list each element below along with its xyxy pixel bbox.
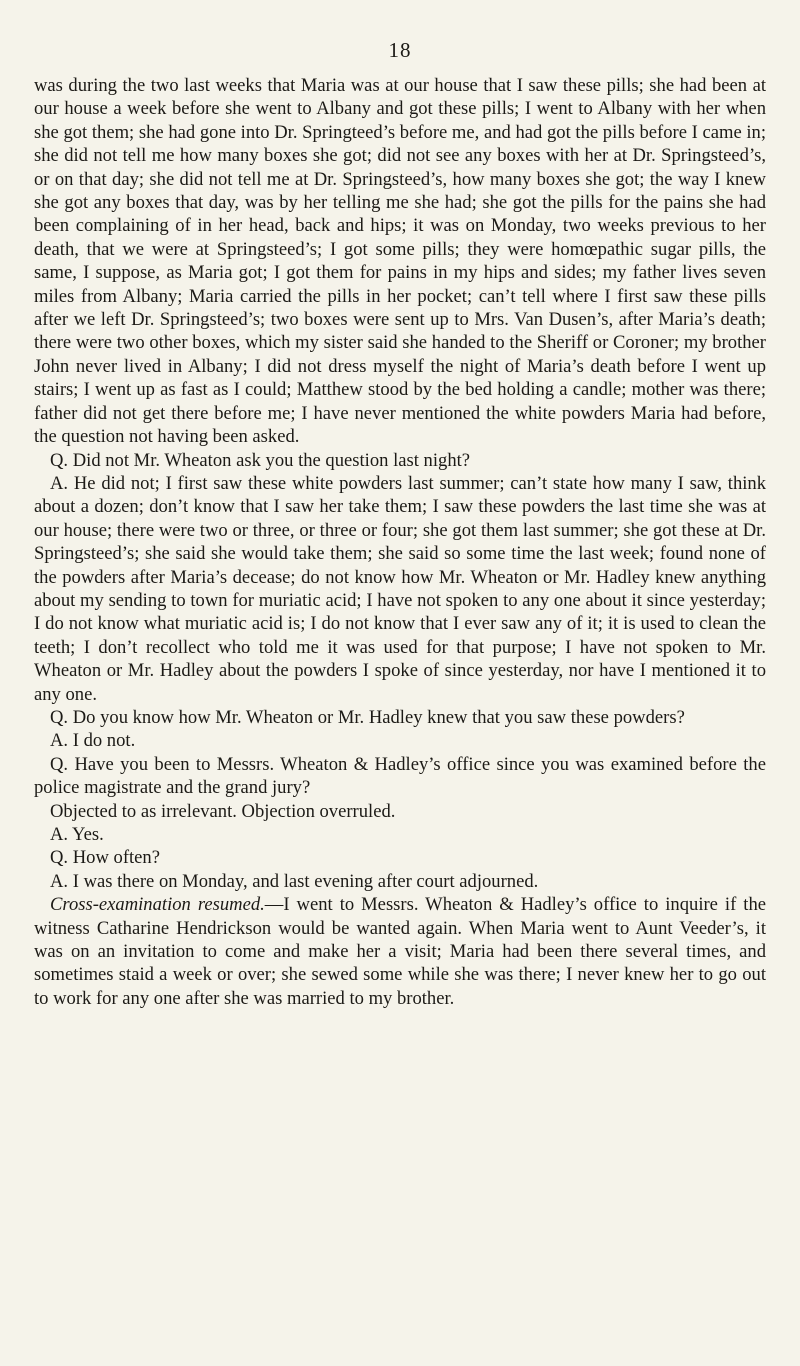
testimony-text <box>34 74 766 1010</box>
answer: A. Yes. <box>50 824 104 845</box>
answer: A. I was there on Monday, and last evening after court adjourned. <box>50 870 539 892</box>
objection-note: Objected to as irrelevant. Objection overruled. <box>50 800 396 822</box>
testimony-paragraph: was during the two last weeks that Maria was at our house that I saw these pills; she had been at our house a week before she went to Albany and got these pills; I went to Albany with her when she got them; she had gone into Dr. Springteed’s before me, and had got the pills before I came in; she did not tell me how many boxes she got; did not see any boxes with her at Dr. Springsteed’s, or on that day; she did not tell me at Dr. Springsteed’s, how many boxes she got; the way I knew she got any boxes that day, was by her telling me she had; she got the pills for the pains she had been complaining of in her head, back and hips; it was on Monday, two weeks previous to her death, that we were at Springsteed’s; I got some pills; they were homœpathic sugar pills, the same, I suppose, as Maria got; I got them for pains in my hips and sides; my father lives seven miles from Albany; Maria carried the pills in her pocket; can’t tell where I first saw these pills after we left Dr. Springsteed’s; two boxes were sent up to Mrs. Van Dusen’s, after Maria’s death; there were two other boxes, which my sister said she handed to the Sheriff or Coroner; my brother John never lived in Albany; I did not dress myself the night of Maria’s death before I went up stairs; I went up as fast as I could; Matthew stood by the bed holding a candle; mother was there; father did not get there before me; I have never mentioned the white powders Maria had before, the question not having been asked. <box>34 75 766 448</box>
question: Q. Did not Mr. Wheaton ask you the question last night? <box>50 449 471 471</box>
cross-examination-text: —I went to Messrs. Wheaton & Hadley’s office to inquire if the witness Catharine Hendrickson would be wanted again. When Maria went to Aunt Veeder’s, it was on an invitation to come and make her a visit; Maria had been there several times, and sometimes staid a week or over; she sewed some while she was there; I never knew her to go out to work for any one after she was married to my brother. <box>34 894 766 1009</box>
question: Q. Do you know how Mr. Wheaton or Mr. Hadley knew that you saw these powders? <box>50 706 685 728</box>
page-number: 18 <box>388 38 412 62</box>
question: Q. Have you been to Messrs. Wheaton & Hadley’s office since you was examined before the police magistrate and the grand jury? <box>34 753 766 799</box>
cross-examination-paragraph <box>34 893 766 1010</box>
question: Q. How often? <box>50 847 160 869</box>
answer: A. I do not. <box>50 730 136 752</box>
answer: A. He did not; I first saw these white powders last summer; can’t state how many I saw, think about a dozen; don’t know that I saw her take them; I saw these powders the last time she was at our house; there were two or three, or three or four; she got them last summer; she got these at Dr. Springsteed’s; she said she would take them; she said so some time the last week; found none of the powders after Maria’s decease; do not know how Mr. Wheaton or Mr. Hadley knew anything about my sending to town for muriatic acid; I have not spoken to any one about it since yesterday; I do not know what muriatic acid is; I do not know that I ever saw any of it; it is used to clean the teeth; I don’t recollect who told me it was used for that purpose; I have not spoken to Mr. Wheaton or Mr. Hadley about the powders I spoke of since yesterday, nor have I mentioned it to any one. <box>34 472 766 705</box>
cross-examination-heading: Cross-examination resumed. <box>50 894 265 916</box>
